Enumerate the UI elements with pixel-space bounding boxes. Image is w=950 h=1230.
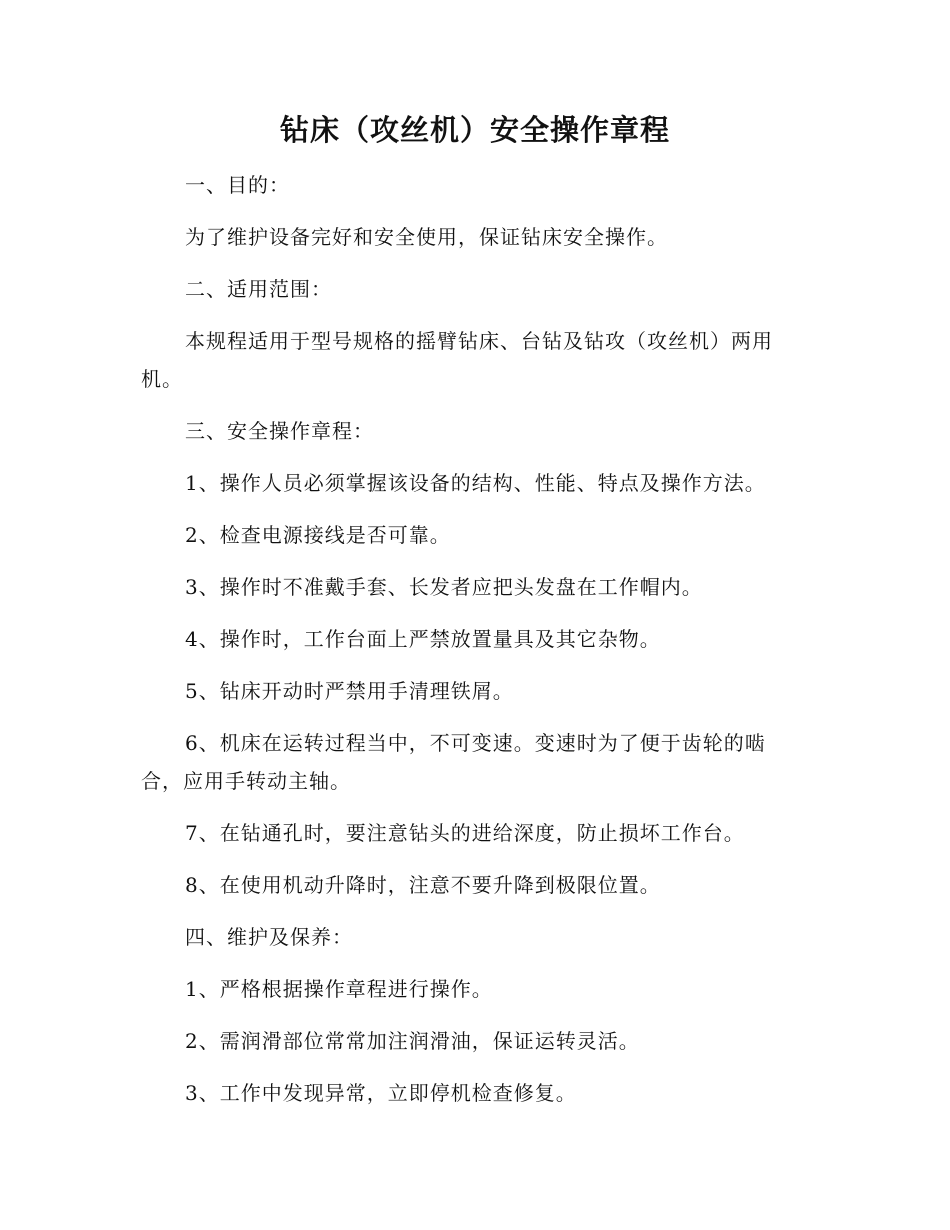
- safety-rule-item: 8、在使用机动升降时，注意不要升降到极限位置。: [185, 873, 661, 897]
- safety-rule-item: 1、操作人员必须掌握该设备的结构、性能、特点及操作方法。: [185, 471, 766, 495]
- maintenance-item: 3、工作中发现异常，立即停机检查修复。: [185, 1081, 577, 1105]
- document-title: 钻床（攻丝机）安全操作章程: [279, 113, 670, 147]
- safety-rule-item: 2、检查电源接线是否可靠。: [185, 523, 451, 547]
- section-heading-scope: 二、适用范围：: [185, 277, 332, 301]
- section-heading-safety-rules: 三、安全操作章程：: [185, 419, 374, 443]
- paragraph-purpose: 为了维护设备完好和安全使用，保证钻床安全操作。: [185, 225, 668, 249]
- safety-rule-item: 4、操作时，工作台面上严禁放置量具及其它杂物。: [185, 627, 661, 651]
- safety-rule-item: 7、在钻通孔时，要注意钻头的进给深度，防止损坏工作台。: [185, 821, 745, 845]
- section-heading-purpose: 一、目的：: [185, 173, 290, 197]
- safety-rule-item: 3、操作时不准戴手套、长发者应把头发盘在工作帽内。: [185, 575, 703, 599]
- maintenance-item: 2、需润滑部位常常加注润滑油，保证运转灵活。: [185, 1029, 640, 1053]
- safety-rule-item: 5、钻床开动时严禁用手清理铁屑。: [185, 679, 514, 703]
- section-heading-maintenance: 四、维护及保养：: [185, 925, 353, 949]
- document-body: [141, 166, 801, 1126]
- paragraph-scope: 本规程适用于型号规格的摇臂钻床、台钻及钻攻（攻丝机）两用机。: [141, 329, 773, 391]
- safety-rule-item: 6、机床在运转过程当中，不可变速。变速时为了便于齿轮的啮合，应用手转动主轴。: [141, 731, 766, 793]
- maintenance-item: 1、严格根据操作章程进行操作。: [185, 977, 493, 1001]
